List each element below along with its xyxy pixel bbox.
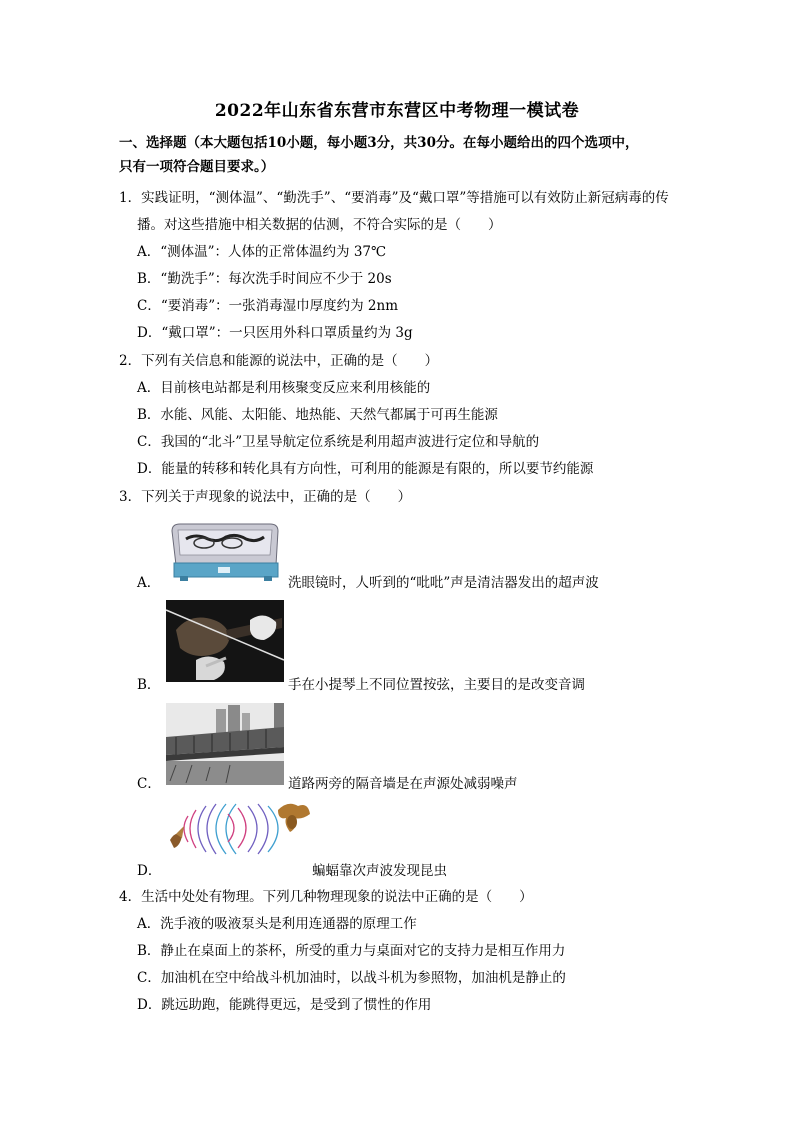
question-3-stem: 3．下列关于声现象的说法中，正确的是（ ）	[119, 489, 412, 505]
violin-image	[166, 600, 284, 682]
exam-title: 2022年山东省东营市东营区中考物理一模试卷	[214, 101, 580, 121]
section-heading-line-2: 只有一项符合题目要求。）	[119, 159, 275, 175]
question-4-option-d: D．跳远助跑，能跳得更远，是受到了惯性的作用	[137, 997, 432, 1013]
question-2-option-b: B．水能、风能、太阳能、地热能、天然气都属于可再生能源	[137, 407, 498, 423]
question-3-option-a-text: 洗眼镜时，人听到的“吡吡”声是清洁器发出的超声波	[288, 575, 599, 591]
question-3-option-c-text: 道路两旁的隔音墙是在声源处减弱噪声	[288, 776, 518, 792]
question-3-option-b-text: 手在小提琴上不同位置按弦，主要目的是改变音调	[288, 677, 585, 693]
question-2-stem: 2．下列有关信息和能源的说法中，正确的是（ ）	[119, 353, 439, 369]
question-4-option-b: B．静止在桌面上的茶杯，所受的重力与桌面对它的支持力是相互作用力	[137, 943, 566, 959]
question-2-option-c: C．我国的“北斗”卫星导航定位系统是利用超声波进行定位和导航的	[137, 434, 540, 450]
question-1-option-b: B．“勤洗手”：每次洗手时间应不少于 20s	[137, 271, 392, 287]
question-2-option-d: D．能量的转移和转化具有方向性，可利用的能源是有限的，所以要节约能源	[137, 461, 594, 477]
question-3-option-d-label: D．	[137, 863, 162, 879]
section-heading-line-1: 一、选择题（本大题包括10小题，每小题3分，共30分。在每小题给出的四个选项中，	[119, 135, 639, 151]
question-2-option-a: A．目前核电站都是利用核聚变反应来利用核能的	[137, 380, 431, 396]
question-1-stem-line-2: 播。对这些措施中相关数据的估测，不符合实际的是（ ）	[137, 217, 502, 233]
question-1-option-c: C．“要消毒”：一张消毒湿巾厚度约为 2nm	[137, 298, 399, 314]
bat-echolocation-image	[166, 800, 310, 856]
glasses-cleaner-image	[166, 521, 284, 583]
question-3-option-c-label: C．	[137, 776, 161, 792]
question-3-option-d-text: 蝙蝠靠次声波发现昆虫	[312, 863, 447, 879]
question-3-option-a-label: A．	[137, 575, 161, 591]
question-1-option-d: D．“戴口罩”：一只医用外科口罩质量约为 3g	[137, 325, 413, 341]
question-1-stem-line-1: 1．实践证明，“测体温”、“勤洗手”、“要消毒”及“戴口罩”等措施可以有效防止新冠病毒的传	[119, 190, 669, 206]
sound-barrier-image	[166, 703, 284, 785]
question-1-option-a: A．“测体温”：人体的正常体温约为 37℃	[137, 244, 387, 260]
question-4-option-a: A．洗手液的吸液泵头是利用连通器的原理工作	[137, 916, 417, 932]
question-4-stem: 4．生活中处处有物理。下列几种物理现象的说法中正确的是（ ）	[119, 889, 533, 905]
question-3-option-b-label: B．	[137, 677, 161, 693]
section-heading	[119, 131, 679, 179]
question-4-option-c: C．加油机在空中给战斗机加油时，以战斗机为参照物，加油机是静止的	[137, 970, 566, 986]
